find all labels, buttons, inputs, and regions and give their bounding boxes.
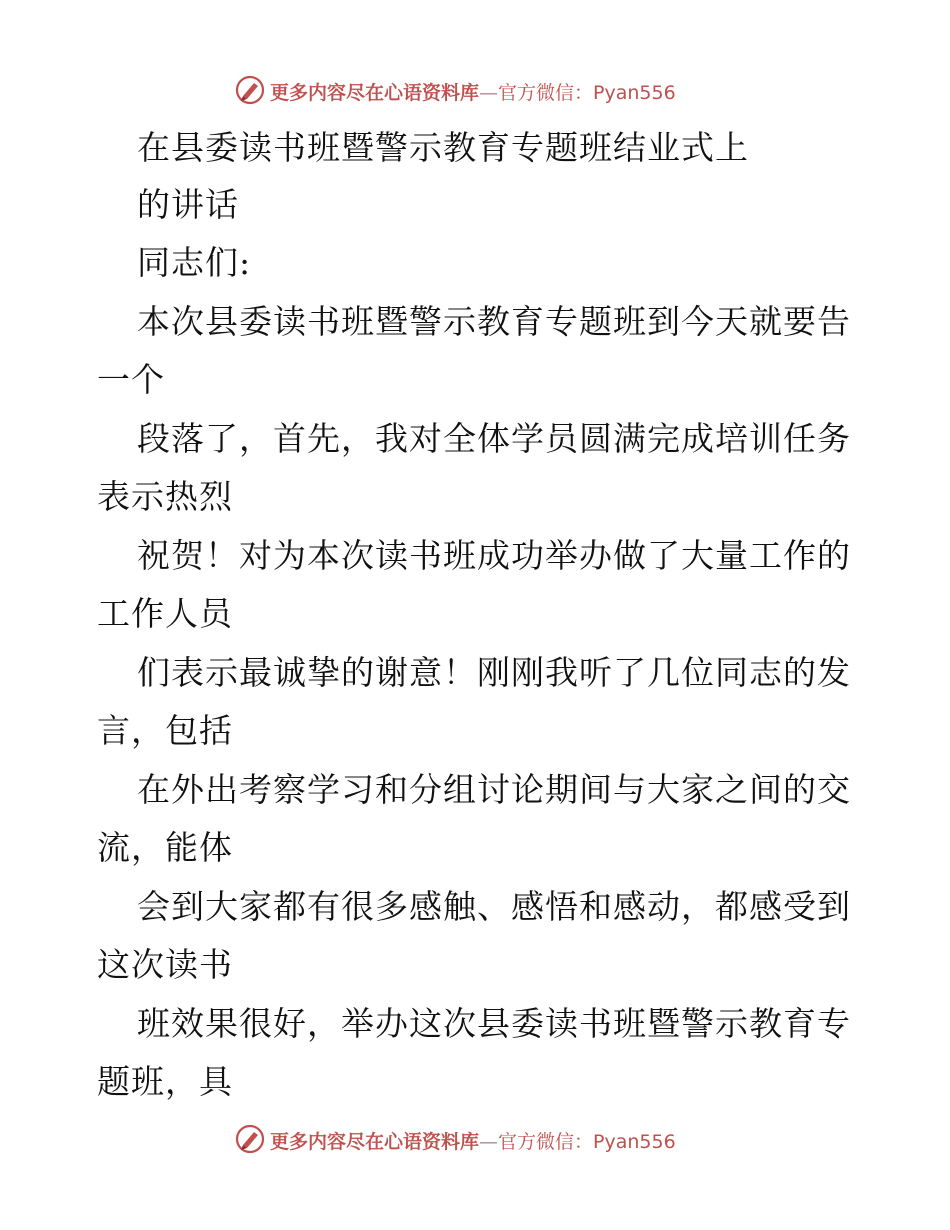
body-line: 班效果很好，举办这次县委读书班暨警示教育专	[137, 1004, 851, 1043]
footer-watermark-banner	[0, 1119, 950, 1159]
body-line: 言，包括	[97, 711, 233, 750]
watermark-wechat-id: Pyan556	[593, 1131, 676, 1153]
body-line: 表示热烈	[97, 477, 233, 516]
header-watermark-banner	[0, 70, 950, 110]
pen-logo-icon	[234, 74, 266, 106]
body-line: 们表示最诚挚的谢意！刚刚我听了几位同志的发	[137, 653, 851, 692]
body-line: 工作人员	[97, 594, 233, 633]
body-line: 流，能体	[97, 828, 233, 867]
watermark-wechat-label: 官方微信：	[498, 82, 594, 104]
watermark-wechat-id: Pyan556	[593, 82, 676, 104]
body-line: 一个	[97, 360, 165, 399]
watermark-wechat-label: 官方微信：	[498, 1131, 594, 1153]
body-line: 题班，具	[97, 1062, 233, 1101]
watermark-separator: —	[479, 1131, 499, 1153]
watermark-separator: —	[479, 82, 499, 104]
document-title-line-2: 的讲话	[137, 185, 239, 224]
pen-logo-icon	[234, 1123, 266, 1155]
watermark-main-text: 更多内容尽在心语资料库	[270, 1131, 480, 1153]
watermark-text	[270, 1127, 676, 1154]
document-title-line-1: 在县委读书班暨警示教育专题班结业式上	[137, 128, 749, 167]
watermark-text	[270, 78, 676, 105]
salutation: 同志们:	[137, 243, 252, 282]
body-line: 祝贺！对为本次读书班成功举办做了大量工作的	[137, 536, 851, 575]
body-line: 会到大家都有很多感触、感悟和感动，都感受到	[137, 887, 851, 926]
body-line: 在外出考察学习和分组讨论期间与大家之间的交	[137, 770, 851, 809]
watermark-main-text: 更多内容尽在心语资料库	[270, 82, 480, 104]
body-line: 段落了，首先，我对全体学员圆满完成培训任务	[137, 419, 851, 458]
body-line: 本次县委读书班暨警示教育专题班到今天就要告	[137, 302, 851, 341]
body-line: 这次读书	[97, 945, 233, 984]
